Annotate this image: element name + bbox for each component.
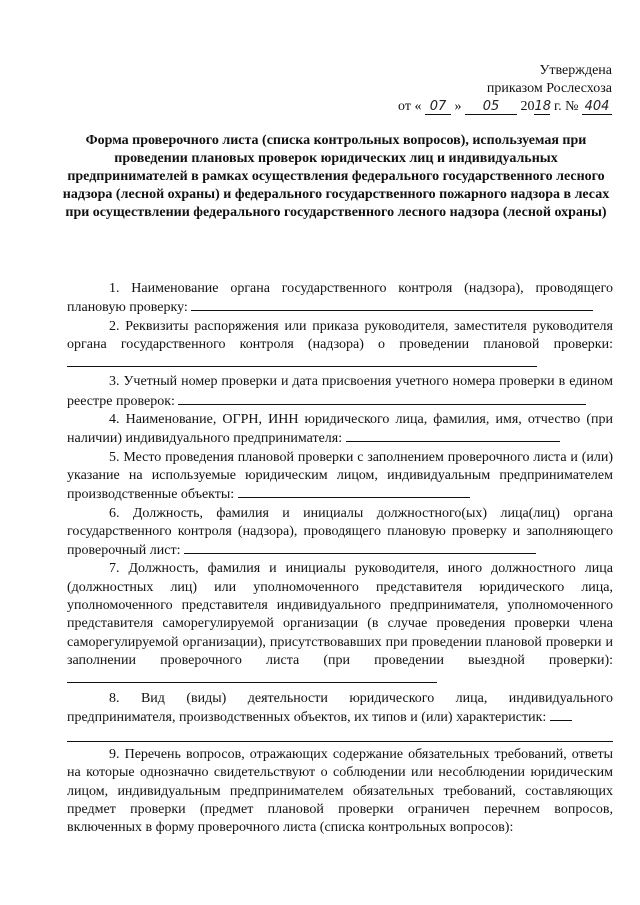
approval-line-2: приказом Рослесхоза	[486, 81, 612, 96]
approval-year-number-label: г. №	[553, 99, 579, 114]
item-3	[67, 373, 613, 411]
item-3-text: 3. Учетный номер проверки и дата присвоения учетного номера проверки в едином реестре проверок:	[67, 374, 613, 409]
form-body	[67, 280, 613, 838]
approval-month: 05	[465, 100, 517, 115]
item-6-text: 6. Должность, фамилия и инициалы должностного(ых) лица(лиц) органа государственного контроля (надзора), проводящего плановую проверку и заполняющего проверочный лист:	[67, 505, 613, 559]
item-2	[67, 318, 613, 374]
item-5-text: 5. Место проведения плановой проверки с заполнением проверочного листа и (или) указание на используемые юридическим лицом, индивидуальным предпринимателем производственные объекты:	[67, 449, 613, 503]
item-7-text: 7. Должность, фамилия и инициалы руководителя, иного должностного лица (должностных лиц) или уполномоченного представителя юридического лица, уполномоченного представителя индивидуального предпринимателя, уполномоченного представителя саморегулируемой организации (в случае проведения проверки члена саморегулируемой организации), присутствовавших при проведении плановой проверки и заполнении проверочного листа (при проведении выездной проверки):	[67, 561, 613, 668]
approval-line-1: Утверждена	[539, 63, 612, 78]
item-4-fill-line[interactable]	[346, 429, 560, 442]
approval-year-suffix: 18	[534, 99, 552, 114]
item-5-fill-line[interactable]	[238, 485, 470, 498]
item-8-extra-fill-line[interactable]	[67, 727, 613, 742]
approval-year-prefix: 20	[520, 99, 535, 114]
item-6	[67, 505, 613, 561]
item-5	[67, 449, 613, 505]
item-9	[67, 746, 613, 837]
item-8	[67, 690, 613, 728]
approval-block	[398, 62, 612, 116]
approval-date-line	[398, 98, 612, 116]
item-8-fill-line[interactable]	[550, 708, 572, 721]
item-1	[67, 280, 613, 318]
item-4	[67, 411, 613, 449]
item-4-text: 4. Наименование, ОГРН, ИНН юридического лица, фамилия, имя, отчество (при наличии) индивидуального предпринимателя:	[67, 412, 613, 447]
item-1-fill-line[interactable]	[191, 298, 593, 311]
approval-day: 07	[425, 100, 451, 115]
item-2-text: 2. Реквизиты распоряжения или приказа руководителя, заместителя руководителя органа государственного контроля (надзора) о проведении плановой проверки:	[67, 318, 613, 352]
approval-from: от «	[398, 99, 422, 114]
approval-number: 404	[582, 100, 612, 115]
item-7-fill-line[interactable]	[67, 670, 437, 683]
item-2-fill-line[interactable]	[67, 354, 537, 367]
item-8-text: 8. Вид (виды) деятельности юридического лица, индивидуального предпринимателя, производственных объектов, их типов и (или) характеристик:	[67, 690, 613, 725]
item-1-text: 1. Наименование органа государственного контроля (надзора), проводящего плановую проверку:	[67, 281, 613, 316]
item-9-text: 9. Перечень вопросов, отражающих содержание обязательных требований, ответы на которые однозначно свидетельствуют о соблюдении или несоблюдении юридическим лицом, индивидуальным предпринимателем обязательных требований, составляющих предмет проверки (предмет плановой проверки ограничен перечнем вопросов, включенных в форму проверочного листа (списка контрольных вопросов):	[67, 747, 613, 836]
item-7	[67, 560, 613, 689]
item-3-fill-line[interactable]	[178, 392, 586, 405]
item-6-fill-line[interactable]	[184, 541, 536, 554]
form-title: Форма проверочного листа (списка контрольных вопросов), используемая при проведении плановых проверок юридических лиц и индивидуальных предпринимателей в рамках осуществления федерального государственного лесного надзора (лесной охраны) и федерального государственного пожарного надзора в лесах при осуществлении федерального государственного лесного надзора (лесной охраны)	[62, 133, 610, 220]
approval-close-quote: »	[454, 99, 462, 114]
